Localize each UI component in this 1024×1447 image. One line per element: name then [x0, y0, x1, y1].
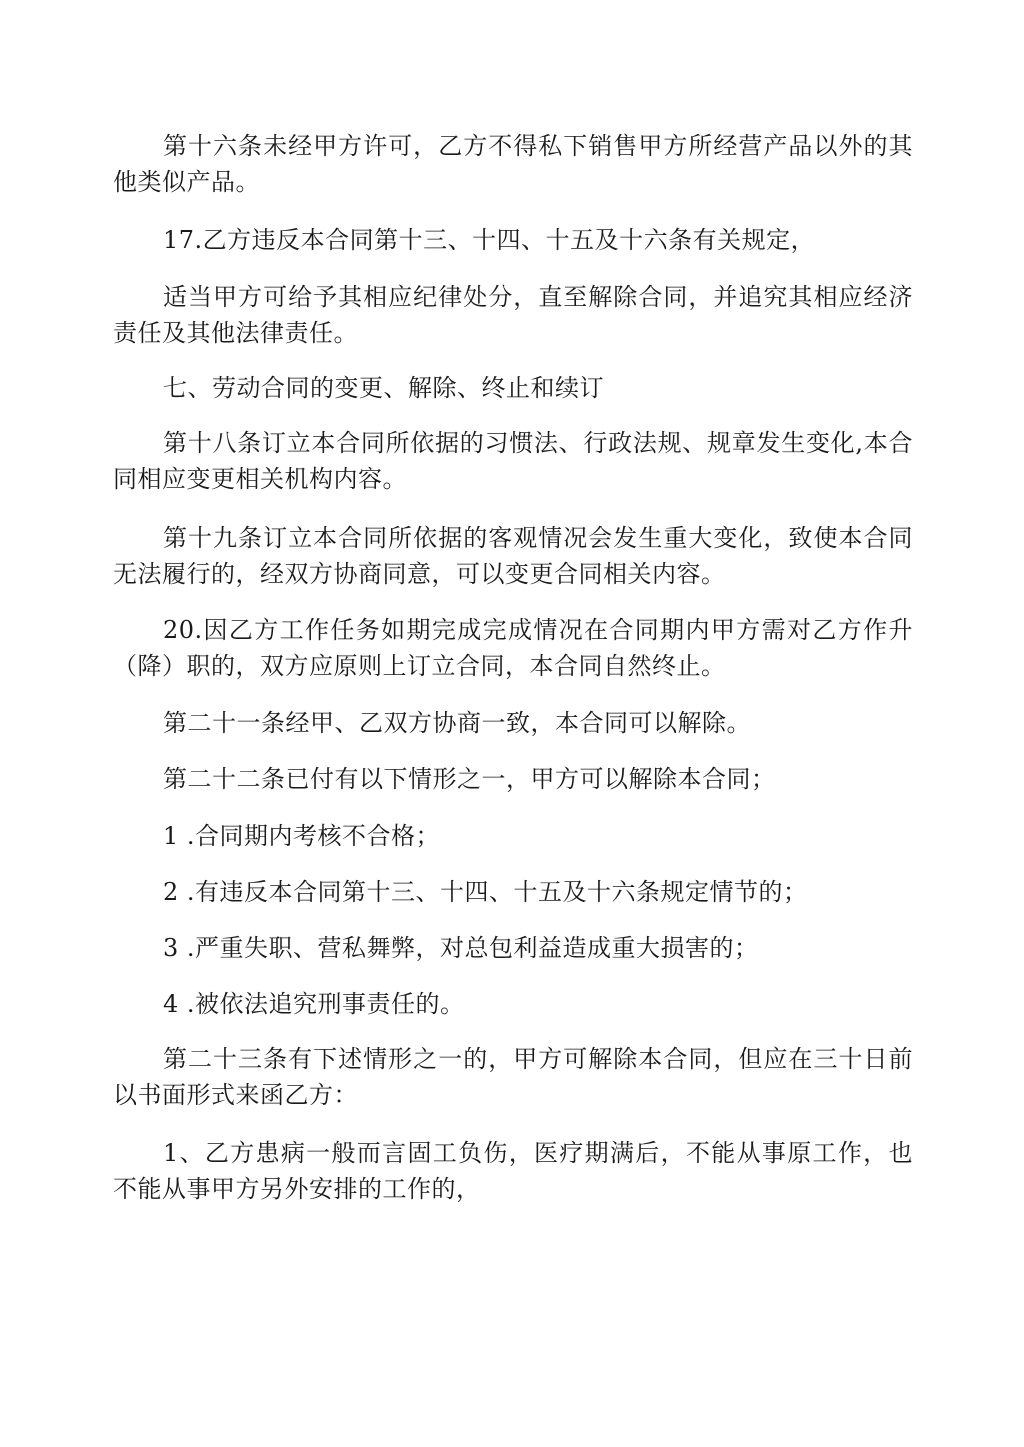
paragraph-article-20: 20.因乙方工作任务如期完成完成情况在合同期内甲方需对乙方作升（降）职的，双方应原则上订立合同，本合同自然终止。 — [113, 616, 913, 680]
list-item-1: 1 .合同期内考核不合格； — [163, 822, 441, 850]
section-heading-7: 七、劳动合同的变更、解除、终止和续订 — [163, 374, 604, 402]
paragraph-article-22: 第二十二条已付有以下情形之一，甲方可以解除本合同； — [163, 765, 776, 793]
paragraph-article-19: 第十九条订立本合同所依据的客观情况会发生重大变化，致使本合同无法履行的，经双方协商同意，可以变更合同相关内容。 — [113, 524, 913, 588]
paragraph-article-17: 17.乙方违反本合同第十三、十四、十五及十六条有关规定， — [163, 226, 816, 254]
paragraph-article-21: 第二十一条经甲、乙双方协商一致，本合同可以解除。 — [163, 709, 751, 737]
list-item-3: 3 .严重失职、营私舞弊，对总包利益造成重大损害的； — [163, 934, 759, 962]
paragraph-article-23-item-1: 1、乙方患病一般而言固工负伤，医疗期满后，不能从事原工作，也不能从事甲方另外安排的工作的， — [113, 1139, 913, 1203]
paragraph-article-16: 第十六条未经甲方许可，乙方不得私下销售甲方所经营产品以外的其他类似产品。 — [113, 132, 913, 196]
list-item-4: 4 .被依法追究刑事责任的。 — [163, 990, 465, 1018]
paragraph-article-23: 第二十三条有下述情形之一的，甲方可解除本合同，但应在三十日前以书面形式来函乙方： — [113, 1045, 913, 1109]
list-item-2: 2 .有违反本合同第十三、十四、十五及十六条规定情节的； — [163, 878, 808, 906]
paragraph-article-18: 第十八条订立本合同所依据的习惯法、行政法规、规章发生变化,本合同相应变更相关机构内容。 — [113, 429, 913, 493]
paragraph-article-17-continued: 适当甲方可给予其相应纪律处分，直至解除合同，并追究其相应经济责任及其他法律责任。 — [113, 283, 913, 347]
